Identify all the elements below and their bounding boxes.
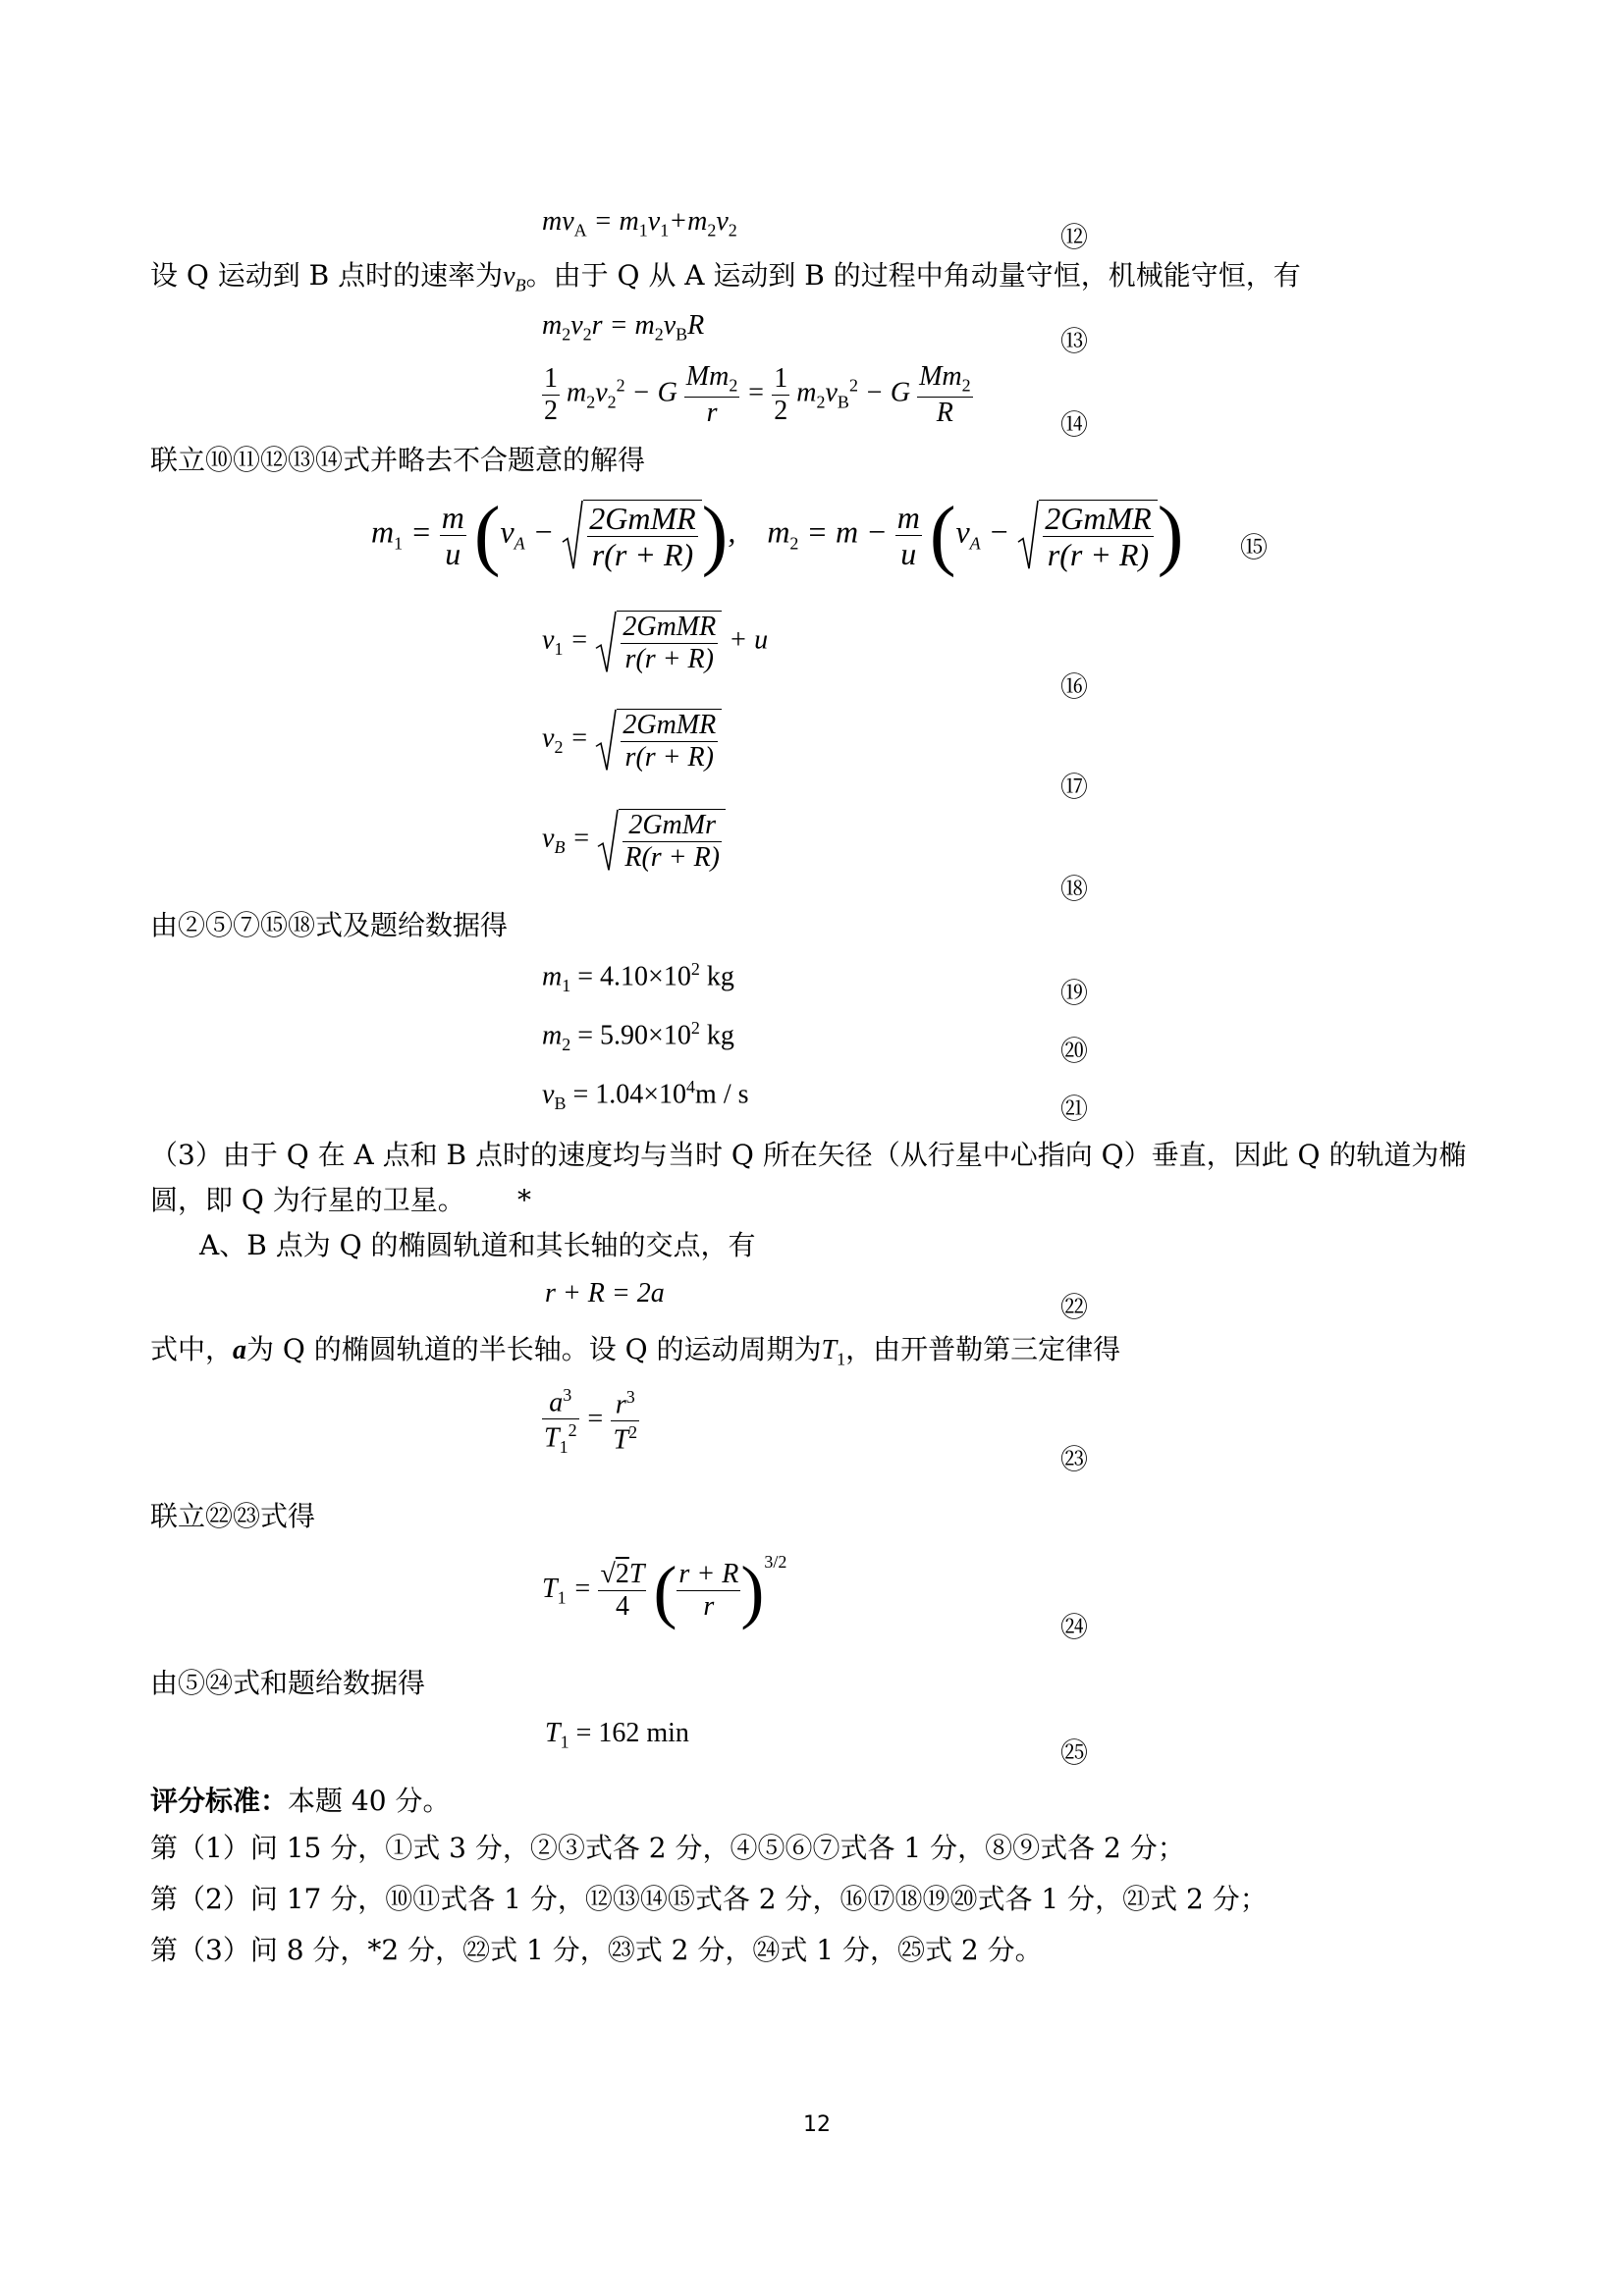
- equation-number-16: ⑯: [1060, 670, 1089, 703]
- equation-19-exponent: 2: [690, 959, 700, 979]
- paragraph-vB-intro: [150, 259, 1301, 294]
- paragraph-a-definition: [150, 1333, 1120, 1368]
- scoring-intro: 本题 40 分。: [288, 1785, 451, 1817]
- page-number: 12: [803, 2112, 831, 2137]
- equation-number-18: ⑱: [1060, 873, 1089, 905]
- equation-number-15: ⑮: [1240, 531, 1269, 563]
- paragraph-part3-line1: （3）由于 Q 在 A 点和 B 点时的速度均与当时 Q 所在矢径（从行星中心指向 Q）垂直，因此 Q 的轨道为椭: [150, 1139, 1467, 1171]
- equation-17: $v_2$ = $\frac{\text{2GmMR}}{r(r + R)}$: [542, 709, 722, 772]
- paragraph-vB-intro-head: 设 Q 运动到 B 点时的速率为: [150, 259, 504, 292]
- equation-number-23: ㉓: [1060, 1443, 1089, 1475]
- equation-15: $m_1$ = $\frac{m}{u}$ ($v_A$ − $\frac{\text{2GmMR}}{r(r + R)}$ ), $m_2 = m$ − $\frac{m}{u}$ ($v_A$ − $\frac{\text{2GmMR}}{r(r + R)}$ ): [371, 492, 1184, 578]
- paragraph-combine-4: 由⑤㉔式和题给数据得: [150, 1667, 426, 1699]
- paragraph-vB-intro-tail: 。由于 Q 从 A 运动到 B 的过程中角动量守恒，机械能守恒，有: [525, 259, 1301, 292]
- T1-symbol: $T_1$: [821, 1335, 846, 1369]
- scoring-heading: [150, 1785, 450, 1818]
- equation-20-value: = 5.90×10: [577, 1020, 691, 1051]
- equation-number-21: ㉑: [1060, 1093, 1089, 1125]
- equation-25: $T_1 = 162$ min: [545, 1718, 689, 1752]
- equation-20: $m_2 = 5.90\times 10^2$ kg: [542, 1018, 734, 1054]
- equation-19-unit: kg: [706, 961, 734, 992]
- equation-number-13: ⑬: [1060, 325, 1089, 357]
- paragraph-combine-2: 由②⑤⑦⑮⑱式及题给数据得: [150, 909, 509, 941]
- equation-14: $\frac{1}{2}$ $m_2v_2^2 - G$ $\frac{Mm_2}{r}$ = $\frac{1}{2}$ $m_2v_B^2 - G$ $\frac{Mm_2}{R}$: [544, 361, 971, 428]
- paragraph-a-def-head: 式中，: [150, 1333, 234, 1365]
- equation-13: $m_2v_2r = m_2v_BR$: [542, 310, 705, 345]
- equation-23: $\frac{a^3}{T_1^2}$ = $\frac{r^3}{T^2}$: [544, 1385, 638, 1458]
- equation-21-unit: m / s: [695, 1079, 749, 1110]
- equation-number-22: ㉒: [1060, 1291, 1089, 1323]
- equation-number-20: ⑳: [1060, 1035, 1089, 1067]
- equation-24: $T_1$ = $\frac{√2T}{4}$ ( $\frac{r + R}{r}$ )$^{3/2}$: [542, 1551, 787, 1630]
- equation-number-25: ㉕: [1060, 1736, 1089, 1769]
- equation-21-exponent: 4: [686, 1077, 696, 1096]
- a-symbol: a: [233, 1335, 247, 1365]
- equation-21-value: = 1.04×10: [572, 1079, 687, 1110]
- equation-20-unit: kg: [706, 1020, 734, 1051]
- paragraph-combine-3: 联立㉒㉓式得: [150, 1500, 316, 1532]
- scoring-label: 评分标准：: [150, 1785, 289, 1817]
- equation-18: $v_B$ = $\frac{\text{2GmMr}}{R(r + R)}$: [542, 809, 726, 872]
- scoring-part-3: 第（3）问 8 分，*2 分，㉒式 1 分，㉓式 2 分，㉔式 1 分，㉕式 2 分。: [150, 1934, 1043, 1966]
- scoring-part-2: 第（2）问 17 分，⑩⑪式各 1 分，⑫⑬⑭⑮式各 2 分，⑯⑰⑱⑲⑳式各 1 分，㉑式 2 分；: [150, 1883, 1268, 1915]
- equation-number-14: ⑭: [1060, 408, 1089, 441]
- equation-21: $v_B = 1.04\times 10^4m / s$: [542, 1077, 749, 1113]
- paragraph-a-def-mid: 为 Q 的椭圆轨道的半长轴。设 Q 的运动周期为: [246, 1333, 822, 1365]
- paragraph-part3-line2: 圆，即 Q 为行星的卫星。: [150, 1184, 465, 1216]
- scoring-part-1: 第（1）问 15 分，①式 3 分，②③式各 2 分，④⑤⑥⑦式各 1 分，⑧⑨式各 2 分；: [150, 1832, 1185, 1864]
- scoring-star-marker: *: [517, 1184, 531, 1216]
- equation-19: $m_1 = 4.10\times 10^2$ kg: [542, 959, 734, 995]
- paragraph-part3-line3: A、B 点为 Q 的椭圆轨道和其长轴的交点，有: [199, 1229, 756, 1261]
- equation-12: $mv_A = m_1v_1+m_2v_2$: [542, 206, 737, 240]
- equation-20-exponent: 2: [690, 1018, 700, 1038]
- vB-symbol: $v_B$: [503, 261, 526, 295]
- equation-16: $v_1$ = $\frac{\text{2GmMR}}{r(r + R)}$ + u: [542, 612, 769, 674]
- equation-22: r + R = 2a: [545, 1278, 665, 1308]
- equation-number-19: ⑲: [1060, 977, 1089, 1009]
- equation-number-12: ⑫: [1060, 221, 1089, 253]
- equation-number-17: ⑰: [1060, 771, 1089, 803]
- equation-number-24: ㉔: [1060, 1611, 1089, 1643]
- paragraph-combine-1: 联立⑩⑪⑫⑬⑭式并略去不合题意的解得: [150, 444, 646, 476]
- equation-25-value: = 162 min: [575, 1718, 689, 1748]
- paragraph-a-def-tail: ，由开普勒第三定律得: [845, 1333, 1121, 1365]
- equation-19-value: = 4.10×10: [577, 961, 691, 992]
